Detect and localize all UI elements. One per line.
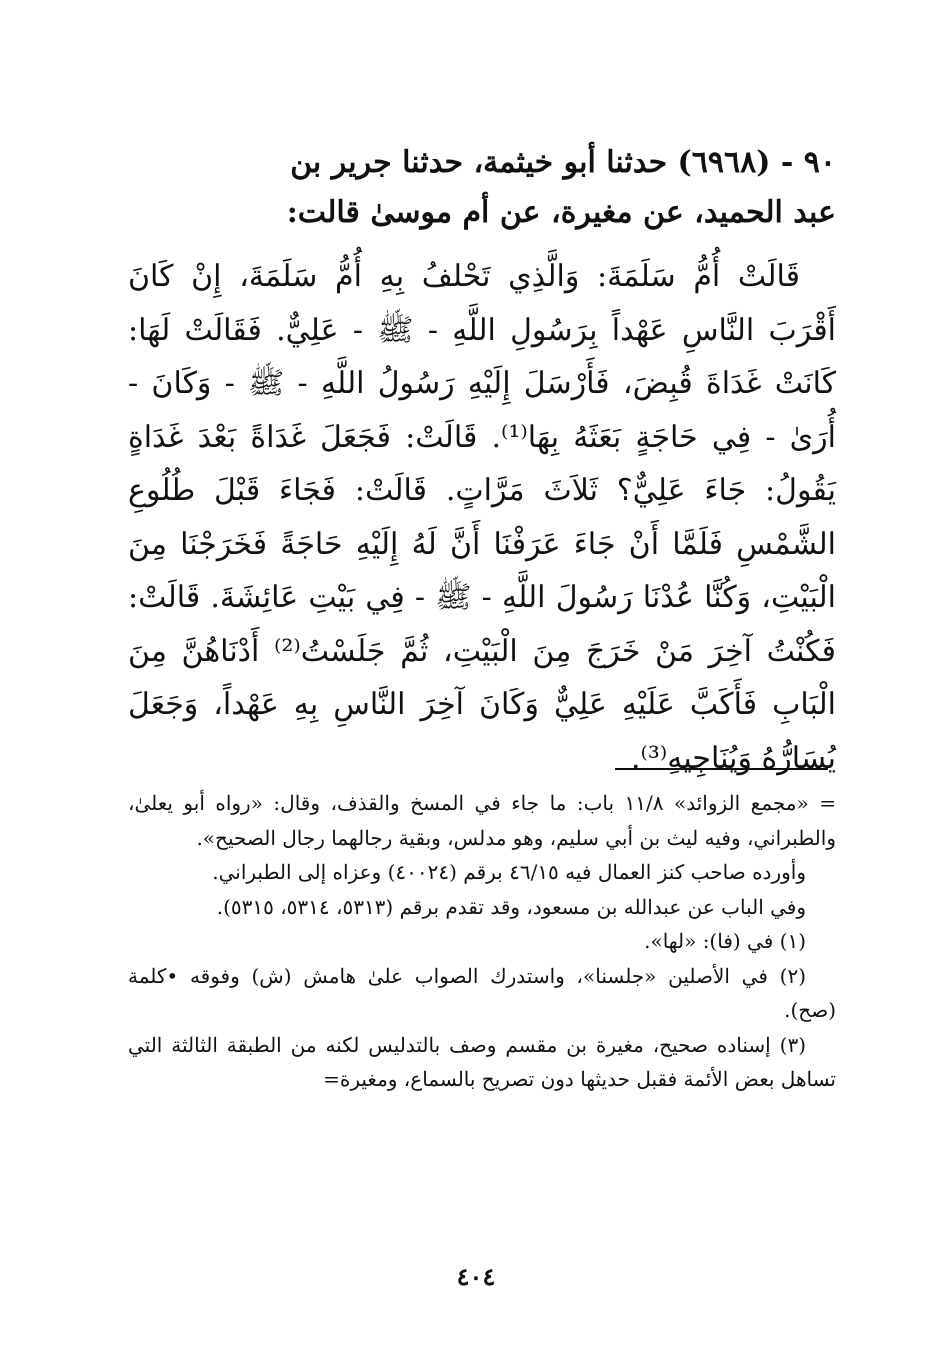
- footnote-kanz: وأورده صاحب كنز العمال فيه ٤٦/١٥ برقم (٤٠٠٢٤) وعزاه إلى الطبراني.: [212, 860, 806, 884]
- footnotes-section: [128, 786, 836, 1097]
- hadith-text: قَالَتْ أُمُّ سَلَمَةَ: وَالَّذِي تَحْلفُ بِهِ أُمُّ سَلَمَةَ، إِنْ كَانَ أَقْرَبَ النَّاسِ عَهْداً بِرَسُولِ اللَّهِ - ﷺ - عَلِيٌّ. فَقَالَتْ لَهَا: كَانَتْ غَدَاةَ قُبِضَ، فَأَرْسَلَ إِلَيْهِ رَسُولُ اللَّهِ - ﷺ - وَكَانَ - أُرَىٰ - فِي حَاجَةٍ بَعَثَهُ بِهَا⁽¹⁾. قَالَتْ: فَجَعَلَ غَدَاةً بَعْدَ غَدَاةٍ يَقُولُ: جَاءَ عَلِيٌّ؟ ثَلاَثَ مَرَّاتٍ. قَالَتْ: فَجَاءَ قَبْلَ طُلُوعِ الشَّمْسِ فَلَمَّا أَنْ جَاءَ عَرَفْنَا أَنَّ لَهُ إِلَيْهِ حَاجَةً فَخَرَجْنَا مِنَ الْبَيْتِ، وَكُنَّا عُدْنَا رَسُولَ اللَّهِ - ﷺ - فِي بَيْتِ عَائِشَةَ. قَالَتْ: فَكُنْتُ آخِرَ مَنْ خَرَجَ مِنَ الْبَيْتِ، ثُمَّ جَلَسْتُ⁽²⁾ أَدْنَاهُنَّ مِنَ الْبَابِ فَأَكَبَّ عَلَيْهِ عَلِيٌّ وَكَانَ آخِرَ النَّاسِ بِهِ عَهْداً، وَجَعَلَ يُسَارُّهُ وَيُنَاجِيهِ⁽³⁾.: [128, 259, 836, 776]
- footnote-continuation: = «مجمع الزوائد» ١١/٨ باب: ما جاء في المسخ والقذف، وقال: «رواه أبو يعلىٰ، والطبراني، وفيه ليث بن أبي سليم، وهو مدلس، وبقية رجالهما رجال الصحيح».: [128, 791, 836, 850]
- heading-line-2: عبد الحميد، عن مغيرة، عن أم موسىٰ قالت:: [286, 195, 836, 230]
- footnote-3: (٣) إسناده صحيح، مغيرة بن مقسم وصف بالتدليس لكنه من الطبقة الثالثة التي تساهل بعض الأئمة فقبل حديثها دون تصريح بالسماع، ومغيرة=: [128, 1032, 836, 1091]
- hadith-heading: [128, 138, 836, 238]
- footnote-bab: وفي الباب عن عبدالله بن مسعود، وقد تقدم برقم (٥٣١٣، ٥٣١٤، ٥٣١٥).: [216, 894, 806, 919]
- footnote-divider: [615, 768, 828, 770]
- footnote-2: (٢) في الأصلين «جلسنا»، واستدرك الصواب علىٰ هامش (ش) وفوقه •كلمة (صح).: [128, 963, 836, 1022]
- heading-line-1: ٩٠ - (٦٩٦٨) حدثنا أبو خيثمة، حدثنا جرير بن: [290, 145, 836, 180]
- footnote-1: (١) في (فا): «لها».: [644, 929, 806, 953]
- hadith-text-block: [128, 250, 836, 785]
- page-number: ٤٠٤: [456, 1262, 496, 1291]
